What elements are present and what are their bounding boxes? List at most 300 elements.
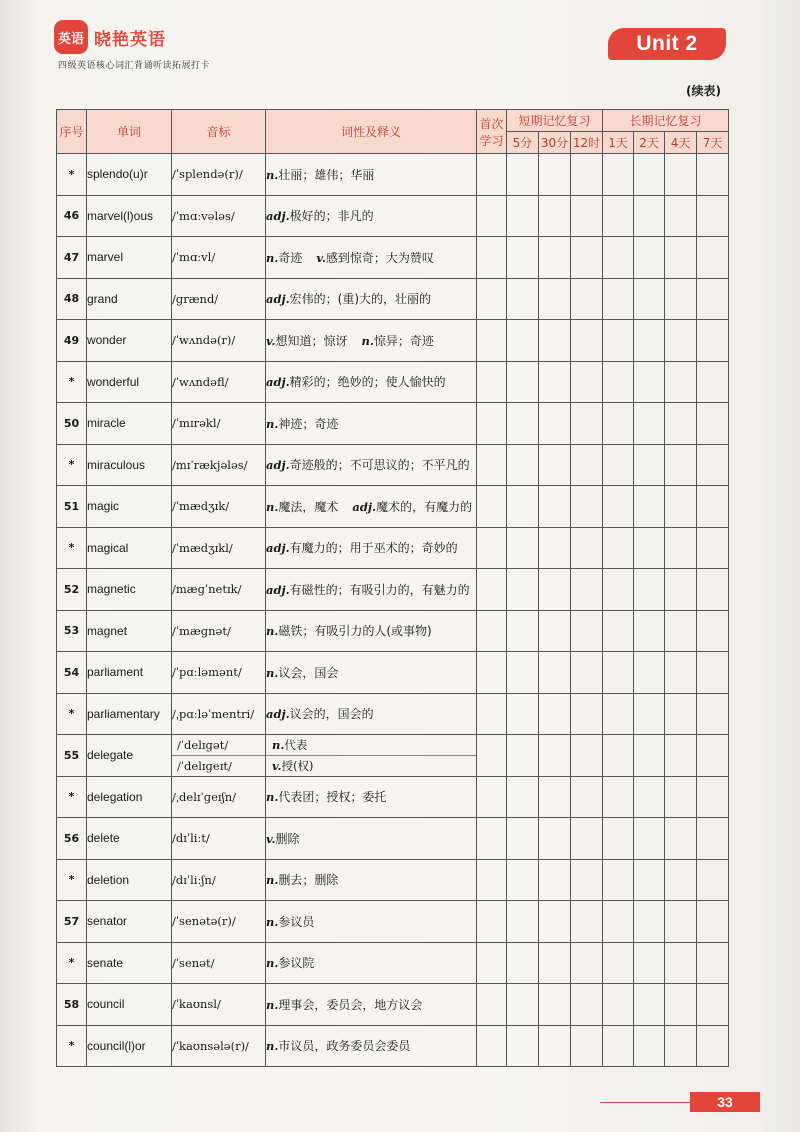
check-first-study[interactable] (477, 569, 507, 611)
table-row (57, 984, 729, 1026)
row-meaning (266, 610, 477, 652)
row-meaning (266, 237, 477, 279)
check-1day[interactable] (603, 776, 634, 818)
phonetic-noun: /ˈdelɪɡət/ (172, 735, 265, 756)
row-phonetic (172, 735, 266, 777)
check-7day[interactable] (697, 1025, 729, 1067)
check-2day[interactable] (634, 610, 665, 652)
check-7day[interactable] (697, 444, 729, 486)
row-phonetic: /ˌpɑːləˈmentri/ (172, 693, 266, 735)
part-of-speech: n. (266, 873, 279, 888)
check-7day[interactable] (697, 403, 729, 445)
check-4day[interactable] (665, 320, 697, 362)
check-1day[interactable] (603, 278, 634, 320)
check-4day[interactable] (665, 652, 697, 694)
table-row (57, 154, 729, 196)
check-first-study[interactable] (477, 237, 507, 279)
page-number: 33 (690, 1092, 760, 1112)
check-5min[interactable] (507, 527, 539, 569)
header-meaning: 词性及释义 (266, 110, 477, 154)
header-12h: 12时 (571, 132, 603, 154)
row-meaning (266, 527, 477, 569)
check-2day[interactable] (634, 237, 665, 279)
part-of-speech: n. (266, 624, 279, 639)
check-1day[interactable] (603, 942, 634, 984)
check-7day[interactable] (697, 735, 729, 777)
check-first-study[interactable] (477, 486, 507, 528)
phonetic-verb: /ˈdelɪɡeɪt/ (177, 758, 232, 773)
check-first-study[interactable] (477, 818, 507, 860)
check-30min[interactable] (539, 320, 571, 362)
row-phonetic: /mɪˈrækjələs/ (172, 444, 266, 486)
check-7day[interactable] (697, 610, 729, 652)
row-word: delegate (87, 735, 172, 777)
check-1day[interactable] (603, 195, 634, 237)
row-word: council(l)or (87, 1025, 172, 1067)
check-2day[interactable] (634, 942, 665, 984)
table-row (57, 527, 729, 569)
check-4day[interactable] (665, 901, 697, 943)
check-2day[interactable] (634, 195, 665, 237)
check-2day[interactable] (634, 278, 665, 320)
check-12h[interactable] (571, 154, 603, 196)
check-first-study[interactable] (477, 527, 507, 569)
row-phonetic: /ˈmɪrəkl/ (172, 403, 266, 445)
row-word: wonder (87, 320, 172, 362)
row-phonetic: /ˈmædʒɪkl/ (172, 527, 266, 569)
definition: 宏伟的；(重)大的，壮丽的 (289, 292, 432, 307)
check-12h[interactable] (571, 776, 603, 818)
check-5min[interactable] (507, 984, 539, 1026)
row-meaning (266, 1025, 477, 1067)
vocabulary-table (56, 109, 729, 1067)
check-12h[interactable] (571, 652, 603, 694)
check-2day[interactable] (634, 444, 665, 486)
part-of-speech: v. (266, 831, 276, 846)
check-1day[interactable] (603, 901, 634, 943)
definition: 惊异；奇迹 (373, 333, 434, 348)
table-row (57, 693, 729, 735)
row-phonetic: /ˈpɑːləmənt/ (172, 652, 266, 694)
check-4day[interactable] (665, 361, 697, 403)
row-index: * (57, 444, 87, 486)
row-index: 52 (57, 569, 87, 611)
row-word: delete (87, 818, 172, 860)
definition: 授(权) (281, 758, 314, 773)
header-short-term: 短期记忆复习 (507, 110, 603, 132)
check-2day[interactable] (634, 652, 665, 694)
part-of-speech: v. (266, 333, 276, 348)
check-7day[interactable] (697, 320, 729, 362)
check-1day[interactable] (603, 154, 634, 196)
check-7day[interactable] (697, 237, 729, 279)
row-meaning (266, 278, 477, 320)
check-first-study[interactable] (477, 859, 507, 901)
row-phonetic: /ˈsenət/ (172, 942, 266, 984)
table-row (57, 776, 729, 818)
check-4day[interactable] (665, 818, 697, 860)
check-12h[interactable] (571, 361, 603, 403)
check-1day[interactable] (603, 652, 634, 694)
part-of-speech: n. (266, 997, 279, 1012)
definition: 有磁性的；有吸引力的，有魅力的 (289, 582, 470, 597)
definition: 代表团；授权；委托 (278, 790, 387, 805)
check-7day[interactable] (697, 154, 729, 196)
definition: 市议员，政务委员会委员 (278, 1039, 411, 1054)
check-4day[interactable] (665, 527, 697, 569)
row-word: miracle (87, 403, 172, 445)
check-30min[interactable] (539, 1025, 571, 1067)
check-12h[interactable] (571, 569, 603, 611)
row-word: parliament (87, 652, 172, 694)
check-first-study[interactable] (477, 984, 507, 1026)
check-first-study[interactable] (477, 901, 507, 943)
check-7day[interactable] (697, 984, 729, 1026)
check-1day[interactable] (603, 735, 634, 777)
check-12h[interactable] (571, 278, 603, 320)
row-phonetic: /ˌdelɪˈɡeɪʃn/ (172, 776, 266, 818)
check-7day[interactable] (697, 278, 729, 320)
check-5min[interactable] (507, 818, 539, 860)
row-meaning (266, 776, 477, 818)
check-2day[interactable] (634, 403, 665, 445)
check-4day[interactable] (665, 776, 697, 818)
check-30min[interactable] (539, 569, 571, 611)
check-5min[interactable] (507, 237, 539, 279)
check-4day[interactable] (665, 569, 697, 611)
check-2day[interactable] (634, 776, 665, 818)
check-30min[interactable] (539, 984, 571, 1026)
check-5min[interactable] (507, 569, 539, 611)
check-4day[interactable] (665, 859, 697, 901)
check-12h[interactable] (571, 942, 603, 984)
definition: 参议院 (278, 956, 315, 971)
check-7day[interactable] (697, 486, 729, 528)
row-index: 50 (57, 403, 87, 445)
part-of-speech: n. (266, 416, 279, 431)
row-phonetic: /ˈmædʒɪk/ (172, 486, 266, 528)
row-meaning (266, 569, 477, 611)
meaning-verb (266, 756, 476, 776)
definition: 有魔力的；用于巫术的；奇妙的 (289, 541, 458, 556)
table-row (57, 1025, 729, 1067)
header-5min: 5分 (507, 132, 539, 154)
check-7day[interactable] (697, 776, 729, 818)
check-7day[interactable] (697, 195, 729, 237)
row-meaning (266, 403, 477, 445)
check-1day[interactable] (603, 361, 634, 403)
check-5min[interactable] (507, 486, 539, 528)
row-index: 49 (57, 320, 87, 362)
check-12h[interactable] (571, 901, 603, 943)
check-2day[interactable] (634, 154, 665, 196)
row-meaning (266, 818, 477, 860)
check-2day[interactable] (634, 735, 665, 777)
definition: 神迹；奇迹 (278, 416, 339, 431)
check-1day[interactable] (603, 569, 634, 611)
check-30min[interactable] (539, 278, 571, 320)
check-30min[interactable] (539, 486, 571, 528)
check-7day[interactable] (697, 901, 729, 943)
check-1day[interactable] (603, 444, 634, 486)
check-first-study[interactable] (477, 195, 507, 237)
header-30min: 30分 (539, 132, 571, 154)
part-of-speech: adj. (352, 499, 377, 514)
check-1day[interactable] (603, 320, 634, 362)
header-long-term: 长期记忆复习 (603, 110, 729, 132)
header-index: 序号 (57, 110, 87, 154)
check-4day[interactable] (665, 984, 697, 1026)
check-2day[interactable] (634, 693, 665, 735)
check-1day[interactable] (603, 859, 634, 901)
part-of-speech: n. (266, 665, 279, 680)
table-row (57, 735, 729, 777)
check-5min[interactable] (507, 444, 539, 486)
table-row (57, 195, 729, 237)
check-12h[interactable] (571, 527, 603, 569)
check-30min[interactable] (539, 444, 571, 486)
check-first-study[interactable] (477, 403, 507, 445)
check-5min[interactable] (507, 942, 539, 984)
check-4day[interactable] (665, 1025, 697, 1067)
check-1day[interactable] (603, 237, 634, 279)
check-12h[interactable] (571, 486, 603, 528)
check-first-study[interactable] (477, 942, 507, 984)
check-1day[interactable] (603, 1025, 634, 1067)
part-of-speech: v. (272, 758, 282, 773)
row-index: * (57, 776, 87, 818)
check-30min[interactable] (539, 195, 571, 237)
row-index: * (57, 693, 87, 735)
check-5min[interactable] (507, 195, 539, 237)
check-12h[interactable] (571, 859, 603, 901)
check-2day[interactable] (634, 361, 665, 403)
table-row (57, 486, 729, 528)
row-word: senator (87, 901, 172, 943)
header-7day: 7天 (697, 132, 729, 154)
check-2day[interactable] (634, 486, 665, 528)
check-30min[interactable] (539, 361, 571, 403)
header-phonetic: 音标 (172, 110, 266, 154)
check-30min[interactable] (539, 154, 571, 196)
check-5min[interactable] (507, 735, 539, 777)
check-first-study[interactable] (477, 735, 507, 777)
check-4day[interactable] (665, 237, 697, 279)
definition: 感到惊奇；大为赞叹 (325, 250, 434, 265)
row-meaning (266, 652, 477, 694)
row-word: magnet (87, 610, 172, 652)
table-row (57, 901, 729, 943)
row-phonetic: /ˈkaʊnsələ(r)/ (172, 1025, 266, 1067)
check-1day[interactable] (603, 818, 634, 860)
check-5min[interactable] (507, 1025, 539, 1067)
check-first-study[interactable] (477, 652, 507, 694)
check-12h[interactable] (571, 693, 603, 735)
brand-title: 晓艳英语 (94, 29, 166, 50)
row-meaning (266, 942, 477, 984)
row-phonetic: /ˈwʌndə(r)/ (172, 320, 266, 362)
row-phonetic: /dɪˈliːt/ (172, 818, 266, 860)
check-4day[interactable] (665, 610, 697, 652)
row-index: 54 (57, 652, 87, 694)
row-word: senate (87, 942, 172, 984)
check-4day[interactable] (665, 444, 697, 486)
check-first-study[interactable] (477, 154, 507, 196)
check-first-study[interactable] (477, 278, 507, 320)
row-index: * (57, 859, 87, 901)
header-2day: 2天 (634, 132, 665, 154)
check-first-study[interactable] (477, 693, 507, 735)
row-meaning (266, 693, 477, 735)
row-word: magical (87, 527, 172, 569)
check-2day[interactable] (634, 527, 665, 569)
check-2day[interactable] (634, 859, 665, 901)
row-word: wonderful (87, 361, 172, 403)
row-phonetic: /ˈmɑːvl/ (172, 237, 266, 279)
check-5min[interactable] (507, 154, 539, 196)
check-2day[interactable] (634, 1025, 665, 1067)
row-phonetic: /ɡrænd/ (172, 278, 266, 320)
check-7day[interactable] (697, 361, 729, 403)
check-5min[interactable] (507, 278, 539, 320)
check-first-study[interactable] (477, 776, 507, 818)
check-1day[interactable] (603, 693, 634, 735)
check-30min[interactable] (539, 693, 571, 735)
check-4day[interactable] (665, 154, 697, 196)
check-12h[interactable] (571, 237, 603, 279)
check-first-study[interactable] (477, 361, 507, 403)
brand-subtitle: 四级英语核心词汇背诵听读拓展打卡 (58, 61, 211, 71)
logo-icon: 英语 (54, 20, 88, 54)
check-4day[interactable] (665, 693, 697, 735)
definition: 魔术的，有魔力的 (376, 499, 473, 514)
definition: 参议员 (278, 914, 315, 929)
definition: 删去；删除 (278, 873, 339, 888)
check-2day[interactable] (634, 901, 665, 943)
check-7day[interactable] (697, 527, 729, 569)
check-12h[interactable] (571, 195, 603, 237)
check-7day[interactable] (697, 859, 729, 901)
check-4day[interactable] (665, 403, 697, 445)
row-meaning (266, 984, 477, 1026)
part-of-speech: adj. (266, 209, 290, 224)
check-7day[interactable] (697, 652, 729, 694)
check-30min[interactable] (539, 527, 571, 569)
row-meaning (266, 195, 477, 237)
check-12h[interactable] (571, 403, 603, 445)
part-of-speech: adj. (266, 292, 290, 307)
table-row (57, 859, 729, 901)
check-7day[interactable] (697, 818, 729, 860)
check-5min[interactable] (507, 361, 539, 403)
part-of-speech: n. (266, 250, 279, 265)
check-2day[interactable] (634, 818, 665, 860)
check-2day[interactable] (634, 320, 665, 362)
check-first-study[interactable] (477, 320, 507, 362)
row-word: marvel (87, 237, 172, 279)
table-row (57, 610, 729, 652)
check-7day[interactable] (697, 942, 729, 984)
check-5min[interactable] (507, 693, 539, 735)
part-of-speech: n. (272, 737, 285, 752)
check-1day[interactable] (603, 403, 634, 445)
table-row (57, 278, 729, 320)
page-divider (600, 1102, 690, 1103)
brand-logo (54, 20, 166, 54)
part-of-speech: v. (316, 250, 326, 265)
check-5min[interactable] (507, 610, 539, 652)
row-index: 58 (57, 984, 87, 1026)
check-12h[interactable] (571, 320, 603, 362)
row-index: * (57, 527, 87, 569)
check-first-study[interactable] (477, 444, 507, 486)
check-30min[interactable] (539, 776, 571, 818)
check-1day[interactable] (603, 984, 634, 1026)
check-1day[interactable] (603, 486, 634, 528)
check-2day[interactable] (634, 984, 665, 1026)
check-1day[interactable] (603, 610, 634, 652)
check-12h[interactable] (571, 735, 603, 777)
check-5min[interactable] (507, 859, 539, 901)
row-word: grand (87, 278, 172, 320)
check-2day[interactable] (634, 569, 665, 611)
check-5min[interactable] (507, 320, 539, 362)
check-12h[interactable] (571, 818, 603, 860)
row-index: 47 (57, 237, 87, 279)
part-of-speech: n. (266, 790, 279, 805)
check-30min[interactable] (539, 818, 571, 860)
part-of-speech: n. (266, 499, 279, 514)
check-12h[interactable] (571, 444, 603, 486)
check-30min[interactable] (539, 652, 571, 694)
check-30min[interactable] (539, 403, 571, 445)
check-first-study[interactable] (477, 610, 507, 652)
row-meaning (266, 154, 477, 196)
check-5min[interactable] (507, 652, 539, 694)
check-30min[interactable] (539, 610, 571, 652)
check-4day[interactable] (665, 278, 697, 320)
check-5min[interactable] (507, 901, 539, 943)
check-12h[interactable] (571, 1025, 603, 1067)
row-index: 55 (57, 735, 87, 777)
check-4day[interactable] (665, 735, 697, 777)
header-word: 单词 (87, 110, 172, 154)
part-of-speech: n. (361, 333, 374, 348)
check-4day[interactable] (665, 942, 697, 984)
table-row (57, 652, 729, 694)
check-30min[interactable] (539, 237, 571, 279)
row-index: * (57, 154, 87, 196)
check-4day[interactable] (665, 486, 697, 528)
definition: 议会的，国会的 (289, 707, 374, 722)
check-7day[interactable] (697, 693, 729, 735)
check-4day[interactable] (665, 195, 697, 237)
check-7day[interactable] (697, 569, 729, 611)
check-first-study[interactable] (477, 1025, 507, 1067)
check-5min[interactable] (507, 403, 539, 445)
check-5min[interactable] (507, 776, 539, 818)
row-index: 48 (57, 278, 87, 320)
check-30min[interactable] (539, 735, 571, 777)
check-30min[interactable] (539, 942, 571, 984)
row-word: marvel(l)ous (87, 195, 172, 237)
check-12h[interactable] (571, 984, 603, 1026)
check-30min[interactable] (539, 859, 571, 901)
check-1day[interactable] (603, 527, 634, 569)
check-12h[interactable] (571, 610, 603, 652)
check-30min[interactable] (539, 901, 571, 943)
part-of-speech: n. (266, 1039, 279, 1054)
